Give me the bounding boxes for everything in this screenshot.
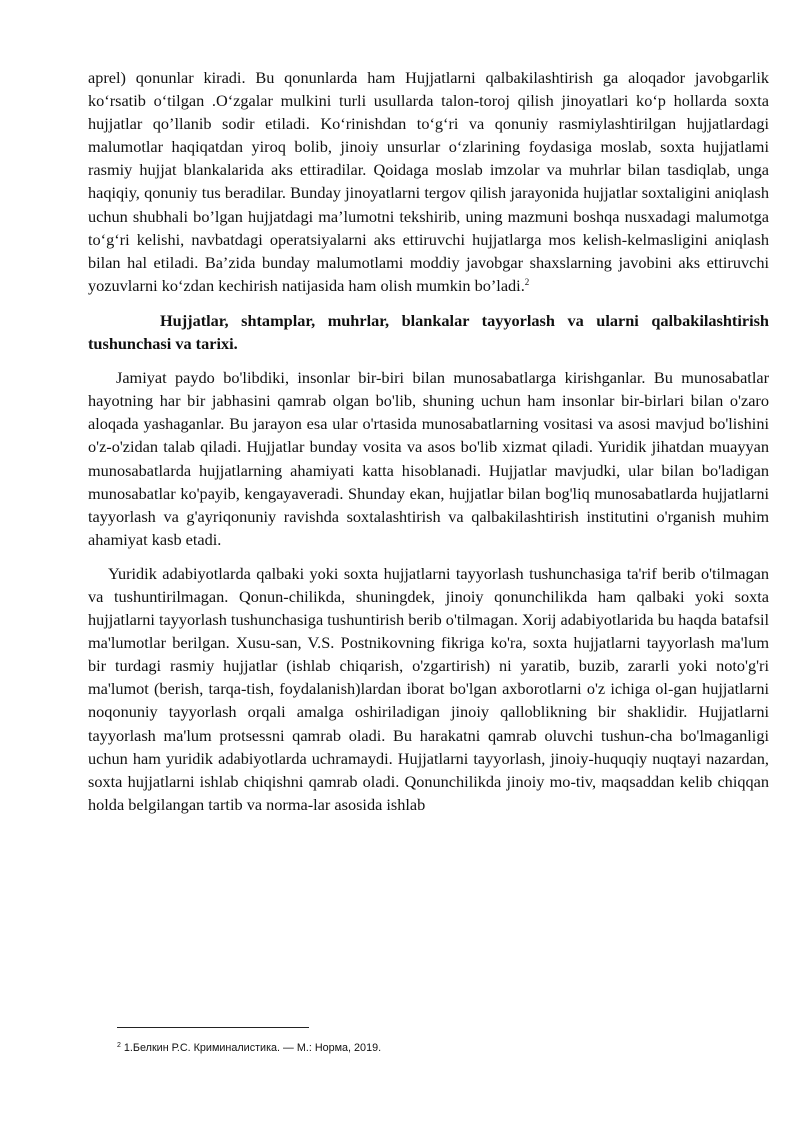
paragraph-2: Jamiyat paydo bo'libdiki, insonlar bir-biri bilan munosabatlarga kirishganlar. Bu munosabatlar hayotning har bir jabhasini qamrab olgan bo'lib, shuning uchun ham insonlar bir-birlari bilan o'zaro aloqada yashaganlar. Bu jarayon esa ular o'rtasida munosabatlarning vositasi va asosi mavjud bo'lishini o'z-o'zidan talab qiladi. Hujjatlar bunday vosita va asos bo'lib xizmat qiladi. Yuridik jihatdan muayyan munosabatlarda hujjatlarning ahamiyati katta hisoblanadi. Hujjatlar mavjudki, ular bilan bo'ladigan munosabatlar ko'payib, kengayaveradi. Shunday ekan, hujjatlar bilan bog'liq munosabatlarda hujjatlarni tayyorlash va g'ayriqonuniy ravishda soxtalashtirish va qalbakilashtirish institutini o'rganish muhim ahamiyat kasb etadi. (88, 368, 769, 549)
footnote-reference[interactable]: 2 (524, 276, 530, 287)
footnote-separator (117, 1027, 309, 1028)
footnote-text: 1.Белкин Р.С. Криминалистика. — М.: Норма, 2019. (123, 1042, 382, 1054)
paragraph-1 (88, 66, 769, 297)
paragraph-1-text: aprel) qonunlar kiradi. Bu qonunlarda ham Hujjatlarni qalbakilashtirish ga aloqador javobgarlik ko‘rsatib o‘tilgan .O‘zgalar mulkini turli usullarda talon-toroj qilish jinoyatlari ko‘p hollarda soxta hujjatlar qo’llanib sodir etiladi. Ko‘rinishdan to‘g‘ri va qonuniy rasmiylashtirilgan hujjatlardagi malumotlar haqiqatdan yiroq bolib, jinoiy unsurlar o‘zlarining foydasiga moslab, soxta hujjatlami rasmiy hujjat blankalarida aks ettiradilar. Qoidaga moslab imzolar va muhrlar bilan tasdiqlab, unga haqiqiy, qonuniy tus beradilar. Bunday jinoyatlarni tergov qilish jarayonida hujjatlar soxtaligini aniqlash uchun shubhali bo’lgan hujjatdagi ma’lumotni tekshirib, uning mazmuni boshqa nusxadagi malumotga to‘g‘ri kelishi, navbatdagi operatsiyalarni aks ettiruvchi hujjatlarga mos kelish-kelmasligini aniqlash bilan hal etiladi. Ba’zida bunday malumotlami moddiy javobgar shaxslarning javobini aks ettiruvchi yozuvlarni ko‘zdan kechirish natijasida ham olish mumkin bo’ladi. (88, 68, 769, 295)
document-body (88, 66, 769, 816)
paragraph-3: Yuridik adabiyotlarda qalbaki yoki soxta hujjatlarni tayyorlash tushunchasiga ta'rif berib o'tilmagan va tushuntirilmagan. Qonun-chilikda, shuningdek, jinoiy qonunchilikda ham qalbaki yoki soxta hujjatlarni tayyorlash tushunchasiga tushuntirish berib o'tilmagan. Xorij adabiyotlarida bu haqda batafsil ma'lumotlar berilgan. Xusu-san, V.S. Postnikovning fikriga ko'ra, soxta hujjatlarni tayyorlash ma'lum bir turdagi rasmiy hujjatlar (ishlab chiqarish, o'zgartirish) ni yaratib, buzib, zararli yoki noto'g'ri ma'lumot (berish, tarqa-tish, foydalanish)lardan iborat bo'lgan axborotlarni o'z ichiga ol-gan hujjatlarni noqonuniy tayyorlash orqali amalga oshiriladigan jinoiy qalloblikning bir shaklidir. Hujjatlarni tayyorlash ma'lum protsessni qamrab oladi. Bu harakatni qamrab oluvchi tushun-cha bo'lmaganligi uchun ham yuridik adabiyotlarda uchramaydi. Hujjatlarni tayyorlash, jinoiy-huquqiy nuqtayi nazardan, soxta hujjatlarni ishlab chiqishni qamrab oladi. Qonunchilikda jinoiy mo-tiv, maqsaddan kelib chiqqan holda belgilangan tartib va norma-lar asosida ishlab (88, 563, 769, 814)
section-heading: Hujjatlar, shtamplar, muhrlar, blankalar tayyorlash va ularni qalbakilashtirish tushunchasi va tarixi. (88, 310, 769, 354)
footnote-mark: 2 (117, 1042, 121, 1049)
footnote (117, 1041, 381, 1055)
